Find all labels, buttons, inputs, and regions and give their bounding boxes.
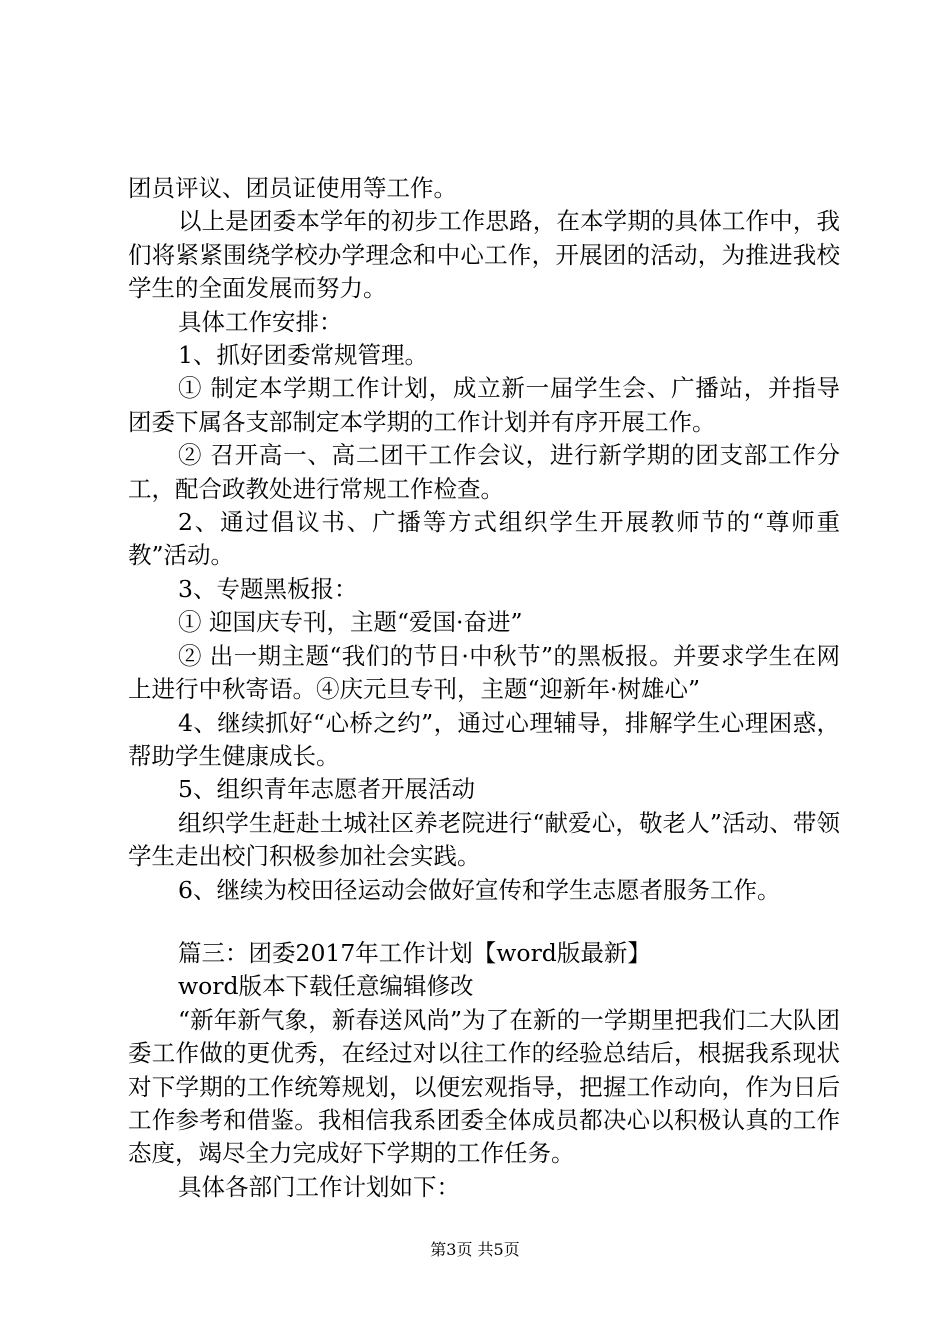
paragraph: 4、继续抓好“心桥之约”，通过心理辅导，排解学生心理困惑，帮助学生健康成长。 <box>128 708 840 770</box>
paragraph: 1、抓好团委常规管理。 <box>178 341 428 370</box>
paragraph: ① 制定本学期工作计划，成立新一届学生会、广播站，并指导团委下属各支部制定本学期的工作计划并有序开展工作。 <box>128 374 840 436</box>
paragraph: 具体各部门工作计划如下： <box>178 1172 460 1201</box>
paragraph: 具体工作安排： <box>178 307 343 336</box>
page-number: 第3页 共5页 <box>430 1240 520 1259</box>
paragraph: 6、继续为校田径运动会做好宣传和学生志愿者服务工作。 <box>178 875 781 904</box>
paragraph: 组织学生赶赴土城社区养老院进行“献爱心，敬老人”活动、带领学生走出校门积极参加社会实践。 <box>128 808 840 871</box>
paragraph: 篇三：团委2017年工作计划【word版最新】 <box>178 938 651 967</box>
paragraph: 5、组织青年志愿者开展活动 <box>178 775 475 804</box>
paragraph: 以上是团委本学年的初步工作思路，在本学期的具体工作中，我们将紧紧围绕学校办学理念和中心工作，开展团的活动，为推进我校学生的全面发展而努力。 <box>128 207 840 303</box>
section-plan-details <box>128 172 840 907</box>
paragraph: ① 迎国庆专刊，主题“爱国·奋进” <box>178 608 523 637</box>
paragraph: 团员评议、团员证使用等工作。 <box>128 174 457 202</box>
page-footer <box>0 1240 950 1260</box>
paragraph: 3、专题黑板报： <box>178 574 358 603</box>
paragraph: ② 出一期主题“我们的节日·中秋节”的黑板报。并要求学生在网上进行中秋寄语。④庆元旦专刊，主题“迎新年·树雄心” <box>128 641 840 704</box>
paragraph-gap <box>128 907 840 937</box>
paragraph: “新年新气象，新春送风尚”为了在新的一学期里把我们二大队团委工作做的更优秀，在经过对以往工作的经验总结后，根据我系现状对下学期的工作统筹规划，以便宏观指导，把握工作动向，作为日后工作参考和借鉴。我相信我系团委全体成员都决心以积极认真的工作态度，竭尽全力完成好下学期的工作任务。 <box>128 1005 840 1168</box>
document-body <box>128 172 840 1204</box>
section-three <box>128 937 840 1204</box>
paragraph: 2、通过倡议书、广播等方式组织学生开展教师节的“尊师重教”活动。 <box>128 508 840 570</box>
paragraph: ② 召开高一、高二团干工作会议，进行新学期的团支部工作分工，配合政教处进行常规工作检查。 <box>128 441 840 503</box>
paragraph: word版本下载任意编辑修改 <box>178 972 474 1001</box>
